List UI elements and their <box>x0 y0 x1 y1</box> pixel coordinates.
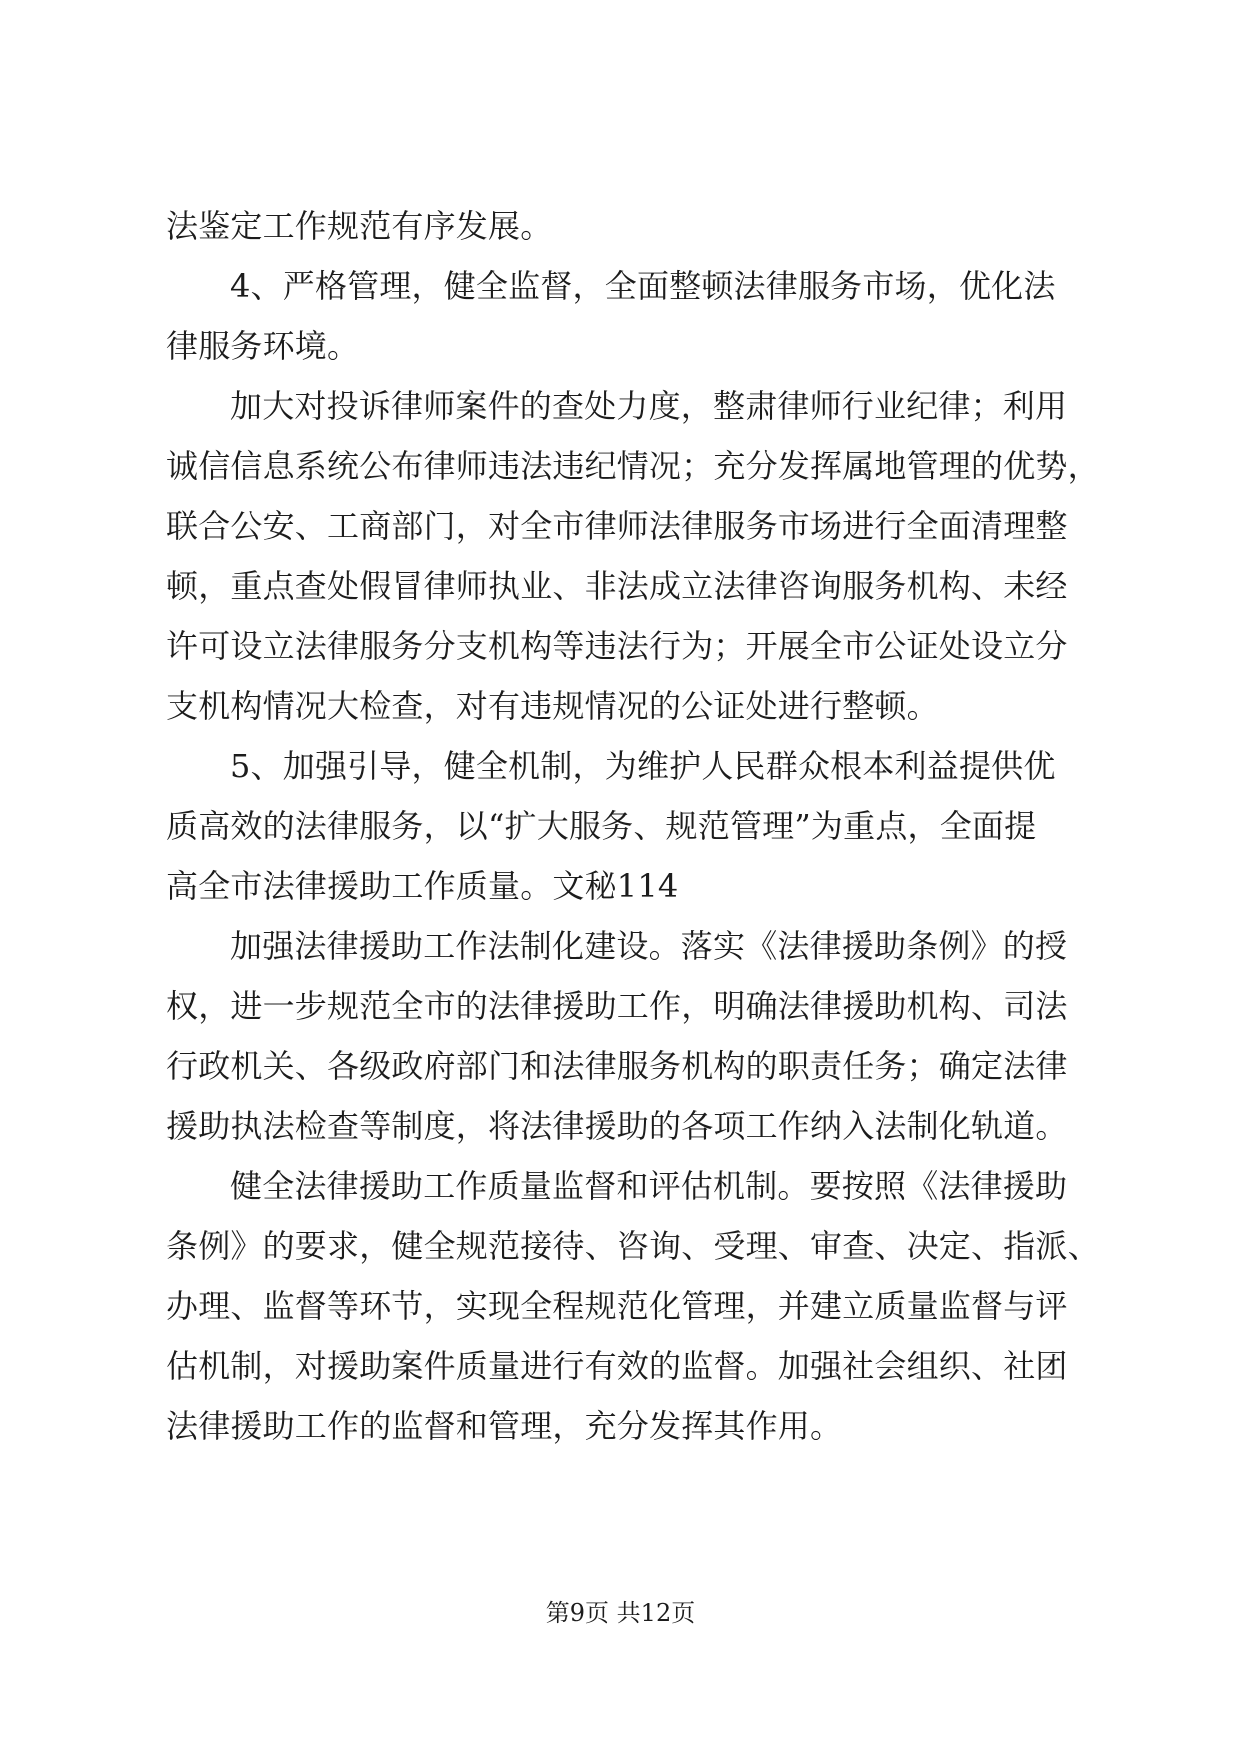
text-line: 4、严格管理，健全监督，全面整顿法律服务市场，优化法 <box>230 267 1056 305</box>
text-line: 诚信信息系统公布律师违法违纪情况；充分发挥属地管理的优势， <box>166 447 1100 485</box>
text-line: 支机构情况大检查，对有违规情况的公证处进行整顿。 <box>166 687 939 725</box>
text-line: 顿，重点查处假冒律师执业、非法成立法律咨询服务机构、未经 <box>166 567 1068 605</box>
text-line: 权，进一步规范全市的法律援助工作，明确法律援助机构、司法 <box>166 987 1068 1025</box>
page-footer: 第9页 共12页 <box>545 1599 696 1627</box>
text-line: 条例》的要求，健全规范接待、咨询、受理、审查、决定、指派、 <box>166 1227 1100 1265</box>
text-line: 高全市法律援助工作质量。文秘114 <box>166 867 679 905</box>
text-line: 5、加强引导，健全机制，为维护人民群众根本利益提供优 <box>230 747 1056 785</box>
text-line: 法律援助工作的监督和管理，充分发挥其作用。 <box>166 1407 843 1445</box>
text-line: 联合公安、工商部门，对全市律师法律服务市场进行全面清理整 <box>166 507 1068 545</box>
text-line: 办理、监督等环节，实现全程规范化管理，并建立质量监督与评 <box>166 1287 1068 1325</box>
text-line: 法鉴定工作规范有序发展。 <box>166 207 553 245</box>
text-line: 援助执法检查等制度，将法律援助的各项工作纳入法制化轨道。 <box>166 1107 1068 1145</box>
text-line: 律服务环境。 <box>166 327 360 365</box>
text-line: 许可设立法律服务分支机构等违法行为；开展全市公证处设立分 <box>166 627 1068 665</box>
text-line: 行政机关、各级政府部门和法律服务机构的职责任务；确定法律 <box>166 1047 1068 1085</box>
text-line: 健全法律援助工作质量监督和评估机制。要按照《法律援助 <box>230 1167 1068 1205</box>
text-line: 加强法律援助工作法制化建设。落实《法律援助条例》的授 <box>230 927 1068 965</box>
text-line: 质高效的法律服务，以“扩大服务、规范管理”为重点，全面提 <box>166 807 1037 845</box>
text-line: 加大对投诉律师案件的查处力度，整肃律师行业纪律；利用 <box>230 387 1068 425</box>
text-line: 估机制，对援助案件质量进行有效的监督。加强社会组织、社团 <box>166 1347 1068 1385</box>
